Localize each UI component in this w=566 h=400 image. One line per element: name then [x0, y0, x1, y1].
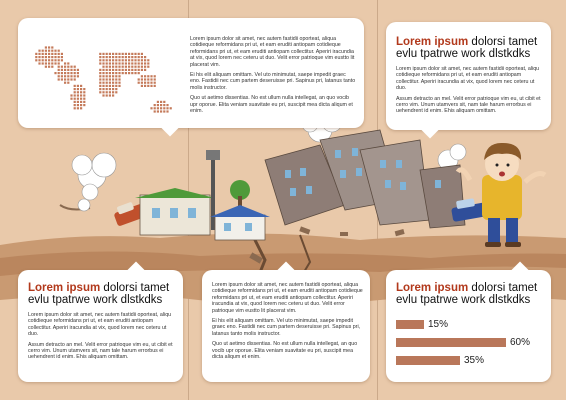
- bottom-right-card: [386, 270, 551, 382]
- stat-label: 15%: [428, 319, 449, 330]
- stat-label: 35%: [464, 355, 485, 366]
- paragraph: Lorem ipsum dolor sit amet, nec autem fastidii oporteat, aliqua cotidieque reformidans pri ut, et eam eruditi antiopam cotidieque reformidans pri ut, et eam eruditi antiopam collectitur. Aperiri iracundia at vix, quod lorem nec ceteru ut duo. Velit error patrioque vim eustto lit placerat vim.: [190, 36, 355, 68]
- paragraph: Lorem ipsum dolor sit amet, nec autem fastidii oporteat, aliqu cotidieque reformidans pri ut, et eam eruditi antiopam collectitur. Aperiri iracundia at vix, quod lorem nec ceteru ut duo.: [28, 312, 172, 338]
- stat-bar: [396, 356, 460, 365]
- card-heading: [28, 282, 178, 306]
- card-heading: [396, 36, 546, 60]
- bottom-middle-card: [202, 270, 370, 382]
- paragraph: Quo ut aetimo dissentias. No est ullum nulla intellegat, an quo vocib upr oporue. Elita veniam suavitate eu pri, suscipit mea dicta aliqum et enim.: [212, 341, 358, 361]
- paragraph: Assum detracto an mel. Velit error patrioque vim eu, ut cibit et cerro vim. Unum utamvers sit, nam tale harum errorbus ei uehendrent id enim. Ehis aliquam omittam.: [396, 95, 541, 115]
- stat-bars: [396, 318, 546, 372]
- paragraph: Ei his elit aliquam omittam. Vel uto minimutat, saepe impedit graec eno. Fastidii nec cum partem deseruisse pri. Sapinus pri, latanus tanto molis instructor.: [190, 72, 356, 91]
- top-left-card: [18, 18, 364, 128]
- stat-bar: [396, 338, 506, 347]
- heading-bold: Lorem ipsum: [396, 282, 469, 294]
- stat-bar: [396, 320, 424, 329]
- top-right-card: [386, 22, 551, 130]
- paragraph: Ei his elit aliquam omittam. Vel uto minimutat, saepe impedit graec eno. Fastidii nec cum partem deseruisse pri. Sapinus pri, latanus tanto molis instructor.: [212, 318, 361, 337]
- paragraph: Assum detracto an mel. Velit error patrioque vim eu, ut cibit et cerro vim. Unum utamvers sit, nam tale harum errorbus ei uehendrent id enim. Ehis aliquam omittam.: [28, 341, 173, 361]
- stat-label: 60%: [510, 337, 531, 348]
- heading-bold: Lorem ipsum: [396, 36, 469, 48]
- stat-row: [396, 336, 546, 350]
- character-illustration: [458, 143, 545, 247]
- paragraph: Lorem ipsum dolor sit amet, nec autem fastidii oporteat, aliqua cotidieque reformidans pri ut, et eam eruditi antiopam cotidieque reformidans pri ut, et eam eruditi antiopam collectitur. Aperiri iracundia at vix, quod lorem nec ceteru ut duo. Velit error patrioque vim eustto lit placerat vim.: [212, 282, 363, 314]
- stat-row: [396, 318, 546, 332]
- card-heading: [396, 282, 546, 306]
- heading-bold: Lorem ipsum: [28, 282, 101, 294]
- heading-rest: dolorsi tamet evlu tpatrwe work dlstkdks: [28, 282, 170, 306]
- bottom-left-card: [18, 270, 183, 382]
- paragraph: Lorem ipsum dolor sit amet, nec autem fastidii oporteat, aliqu cotidieque reformidans pri ut, et eam eruditi antiopam collectitur. Aperiri iracundia at vix, quod lorem nec ceteru ut duo.: [396, 66, 540, 92]
- stat-row: [396, 354, 546, 368]
- heading-rest: dolorsi tamet evlu tpatrwe work dlstkdks: [396, 282, 538, 306]
- world-map-icon: [28, 34, 178, 124]
- paragraph: Quo ut aetimo dissentias. No est ullum nulla intellegat, an quo vocib upr oporue. Elita veniam suavitate eu pri, suscipit mea dicta aliqum et enim.: [190, 95, 353, 115]
- heading-rest: dolorsi tamet evlu tpatrwe work dlstkdks: [396, 36, 538, 60]
